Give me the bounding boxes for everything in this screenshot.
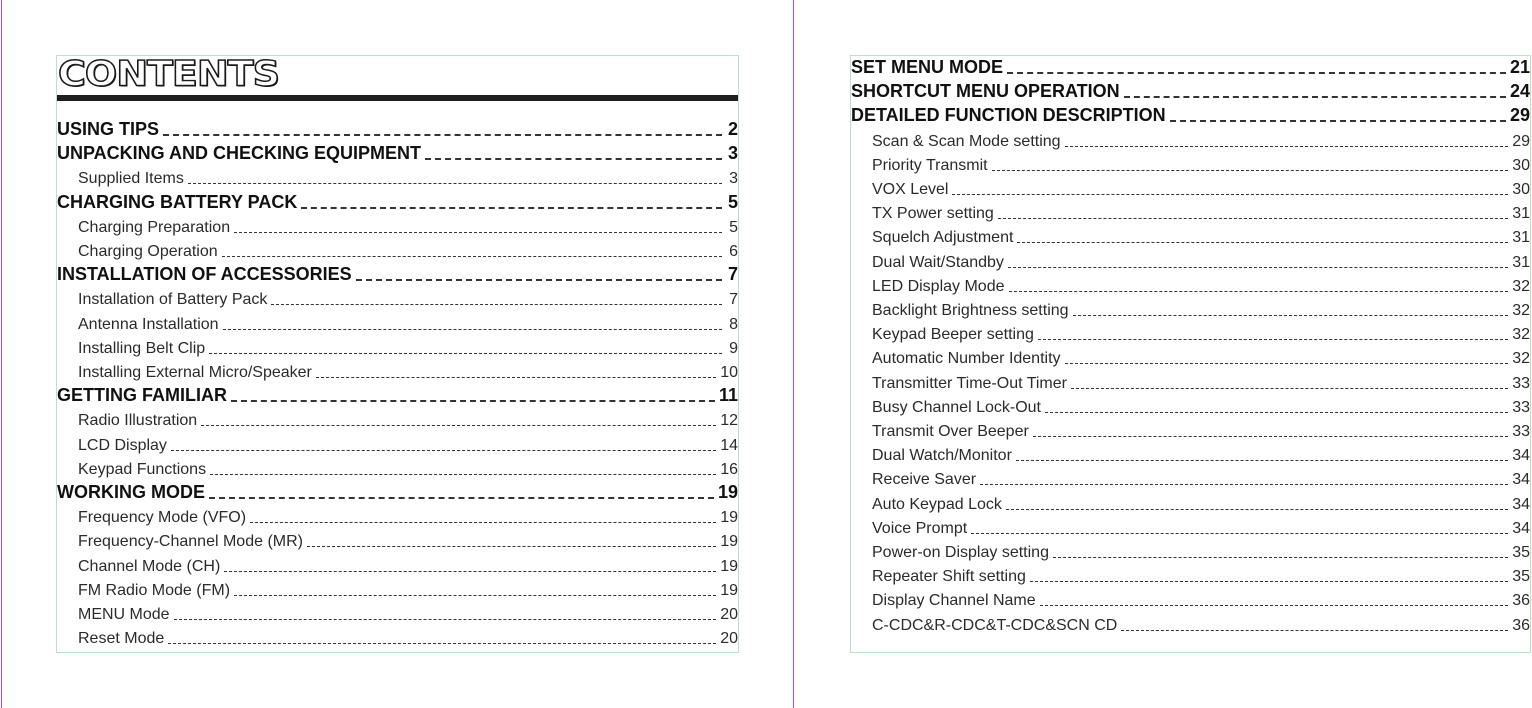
toc-entry-page-number: 24 — [1509, 81, 1530, 102]
toc-entry[interactable] — [851, 248, 1530, 272]
toc-entry-label: Installing Belt Clip — [78, 339, 206, 357]
toc-entry[interactable] — [57, 455, 738, 479]
dotted-leader — [425, 158, 722, 160]
dotted-leader — [1065, 146, 1509, 147]
dotted-leader — [271, 304, 722, 305]
toc-entry-page-number: 12 — [720, 412, 738, 430]
toc-entry-page-number: 36 — [1512, 592, 1530, 610]
toc-entry-label: Voice Prompt — [872, 519, 968, 537]
dotted-leader — [171, 450, 716, 451]
toc-entry[interactable] — [851, 441, 1530, 465]
toc-entry[interactable] — [57, 116, 738, 140]
toc-entry-label: Dual Wait/Standby — [872, 253, 1004, 271]
toc-entry-page-number: 5 — [729, 218, 738, 236]
dotted-leader — [1017, 242, 1508, 243]
toc-entry[interactable] — [851, 344, 1530, 368]
dotted-leader — [1038, 339, 1508, 340]
dotted-leader — [1045, 412, 1508, 413]
dotted-leader — [201, 425, 716, 426]
toc-entry[interactable] — [851, 465, 1530, 489]
toc-entry-label: Keypad Beeper setting — [872, 326, 1034, 344]
toc-entry[interactable] — [57, 237, 738, 261]
toc-entry-page-number: 19 — [720, 509, 738, 527]
toc-entry[interactable] — [851, 538, 1530, 562]
toc-entry-page-number: 35 — [1512, 568, 1530, 586]
dotted-leader — [998, 218, 1508, 219]
dotted-leader — [234, 595, 716, 596]
dotted-leader — [210, 474, 716, 475]
dotted-leader — [301, 207, 722, 209]
toc-entry-page-number: 34 — [1512, 519, 1530, 537]
toc-entry[interactable] — [57, 164, 738, 188]
toc-entry[interactable] — [57, 334, 738, 358]
toc-entry[interactable] — [851, 272, 1530, 296]
toc-entry-label: TX Power setting — [872, 205, 994, 223]
toc-entry-label: Auto Keypad Lock — [872, 495, 1002, 513]
toc-entry-label: WORKING MODE — [57, 482, 205, 502]
toc-entry[interactable] — [851, 296, 1530, 320]
contents-title: CONTENTS — [58, 53, 279, 94]
toc-entry[interactable] — [851, 562, 1530, 586]
left-page — [56, 55, 739, 653]
dotted-leader — [222, 256, 722, 257]
toc-entry-page-number: 6 — [729, 243, 738, 260]
center-trim-line — [793, 0, 794, 708]
toc-entry-label: Priority Transmit — [872, 156, 988, 174]
toc-entry[interactable] — [57, 285, 738, 309]
toc-entry-label: FM Radio Mode (FM) — [78, 581, 231, 599]
toc-entry[interactable] — [851, 102, 1530, 126]
toc-entry-page-number: 34 — [1512, 447, 1530, 465]
toc-entry[interactable] — [57, 431, 738, 455]
toc-entry[interactable] — [57, 213, 738, 237]
toc-entry-label: Installing External Micro/Speaker — [78, 364, 312, 381]
dotted-leader — [250, 522, 716, 523]
toc-entry[interactable] — [57, 576, 738, 600]
toc-entry-label: SHORTCUT MENU OPERATION — [851, 81, 1120, 102]
toc-entry-label: Dual Watch/Monitor — [872, 447, 1012, 465]
toc-entry-label: Repeater Shift setting — [872, 568, 1026, 586]
dotted-leader — [1073, 315, 1509, 316]
dotted-leader — [1006, 509, 1508, 510]
dotted-leader — [952, 194, 1508, 195]
toc-entry-label: Scan & Scan Mode setting — [872, 132, 1061, 150]
toc-entry-label: CHARGING BATTERY PACK — [57, 191, 298, 212]
dotted-leader — [1007, 72, 1506, 74]
toc-entry-page-number: 19 — [720, 533, 738, 551]
dotted-leader — [1008, 267, 1508, 268]
toc-entry-page-number: 10 — [720, 364, 738, 381]
toc-entry-page-number: 7 — [727, 264, 738, 285]
toc-entry-page-number: 29 — [1512, 132, 1530, 150]
toc-entry-page-number: 14 — [720, 436, 738, 454]
toc-entry[interactable] — [57, 310, 738, 334]
toc-entry-label: Reset Mode — [78, 630, 165, 648]
toc-entry-page-number: 33 — [1512, 423, 1530, 440]
toc-entry-page-number: 2 — [727, 119, 738, 139]
dotted-leader — [1071, 388, 1508, 389]
toc-entry-page-number: 34 — [1512, 495, 1530, 513]
toc-entry[interactable] — [851, 223, 1530, 247]
toc-entry-label: Squelch Adjustment — [872, 229, 1014, 247]
toc-entry-page-number: 19 — [720, 557, 738, 575]
toc-entry[interactable] — [851, 417, 1530, 441]
toc-entry-page-number: 19 — [717, 482, 738, 502]
toc-entry-label: Supplied Items — [78, 170, 184, 188]
dotted-leader — [356, 279, 722, 281]
dotted-leader — [307, 546, 716, 547]
toc-entry[interactable] — [851, 78, 1530, 102]
toc-entry-page-number: 34 — [1512, 471, 1530, 489]
toc-entry[interactable] — [851, 611, 1530, 635]
toc-entry-label: Display Channel Name — [872, 592, 1036, 610]
toc-entry[interactable] — [57, 406, 738, 430]
right-page — [850, 55, 1531, 653]
left-trim-line — [1, 0, 2, 708]
toc-entry-page-number: 20 — [720, 630, 738, 648]
toc-entry-page-number: 3 — [729, 170, 738, 188]
dotted-leader — [992, 170, 1509, 171]
dotted-leader — [1121, 630, 1508, 631]
dotted-leader — [1170, 120, 1506, 122]
toc-entry[interactable] — [57, 479, 738, 503]
toc-entry[interactable] — [57, 358, 738, 382]
title-rule — [57, 95, 738, 101]
toc-entry[interactable] — [851, 369, 1530, 393]
dotted-leader — [980, 484, 1508, 485]
toc-entry-label: Radio Illustration — [78, 412, 198, 430]
toc-entry[interactable] — [851, 151, 1530, 175]
dotted-leader — [209, 353, 722, 354]
toc-entry[interactable] — [851, 320, 1530, 344]
dotted-leader — [316, 377, 716, 378]
toc-entry-page-number: 32 — [1512, 350, 1530, 368]
toc-entry-label: Installation of Battery Pack — [78, 291, 268, 309]
toc-entry-page-number: 16 — [720, 460, 738, 478]
dotted-leader — [1040, 605, 1509, 606]
toc-entry-page-number: 7 — [729, 291, 738, 309]
toc-entry-page-number: 31 — [1512, 205, 1530, 223]
toc-entry[interactable] — [57, 527, 738, 551]
toc-entry-page-number: 29 — [1509, 105, 1530, 126]
dotted-leader — [174, 619, 717, 620]
toc-entry-page-number: 32 — [1512, 277, 1530, 295]
toc-entry[interactable] — [57, 382, 738, 406]
dotted-leader — [188, 183, 722, 184]
toc-entry-page-number: 9 — [729, 339, 738, 357]
toc-entry[interactable] — [57, 261, 738, 285]
toc-entry-page-number: 31 — [1512, 229, 1530, 247]
toc-entry-label: Transmitter Time-Out Timer — [872, 374, 1067, 392]
toc-entry-page-number: 11 — [718, 385, 738, 406]
dotted-leader — [1065, 363, 1509, 364]
dotted-leader — [231, 400, 715, 402]
dotted-leader — [971, 533, 1508, 534]
toc-entry-label: UNPACKING AND CHECKING EQUIPMENT — [57, 143, 422, 164]
dotted-leader — [163, 134, 722, 136]
toc-entry-label: C-CDC&R-CDC&T-CDC&SCN CD — [872, 616, 1118, 634]
toc-entry[interactable] — [851, 514, 1530, 538]
dotted-leader — [223, 329, 722, 330]
toc-entry-label: Frequency-Channel Mode (MR) — [78, 533, 303, 551]
toc-entry-label: Power-on Display setting — [872, 544, 1049, 561]
toc-entry-page-number: 19 — [720, 581, 738, 599]
toc-entry-label: Busy Channel Lock-Out — [872, 398, 1041, 416]
toc-entry-label: Backlight Brightness setting — [872, 302, 1069, 319]
toc-entry-page-number: 33 — [1512, 374, 1530, 392]
toc-entry[interactable] — [851, 175, 1530, 199]
toc-entry[interactable] — [57, 552, 738, 576]
toc-entry[interactable] — [851, 199, 1530, 223]
toc-entry-page-number: 31 — [1512, 253, 1530, 271]
dotted-leader — [1033, 436, 1508, 437]
toc-entry-label: Frequency Mode (VFO) — [78, 509, 247, 527]
toc-entry-page-number: 20 — [720, 606, 738, 623]
toc-entry-page-number: 21 — [1509, 57, 1530, 77]
toc-entry-page-number: 8 — [729, 315, 738, 333]
dotted-leader — [168, 643, 716, 644]
toc-entry-label: Antenna Installation — [78, 315, 219, 333]
dotted-leader — [1009, 291, 1509, 292]
toc-entry-label: GETTING FAMILIAR — [57, 385, 227, 406]
toc-entry-label: Keypad Functions — [78, 460, 207, 478]
toc-entry-label: LED Display Mode — [872, 277, 1005, 295]
toc-entry-label: Automatic Number Identity — [872, 350, 1061, 368]
toc-entry-page-number: 32 — [1512, 326, 1530, 344]
toc-entry[interactable] — [57, 189, 738, 213]
toc-entry-label: Charging Preparation — [78, 218, 231, 236]
dotted-leader — [209, 497, 714, 499]
toc-entry-label: SET MENU MODE — [851, 57, 1004, 77]
toc-entry[interactable] — [851, 490, 1530, 514]
toc-entry[interactable] — [57, 600, 738, 624]
toc-entry-label: Transmit Over Beeper — [872, 423, 1029, 440]
dotted-leader — [1030, 581, 1508, 582]
toc-entry-label: VOX Level — [872, 181, 949, 198]
dotted-leader — [224, 571, 716, 572]
dotted-leader — [234, 232, 722, 233]
toc-entry-label: MENU Mode — [78, 606, 170, 623]
toc-entry-label: INSTALLATION OF ACCESSORIES — [57, 264, 352, 285]
toc-entry-page-number: 5 — [727, 191, 738, 212]
toc-entry-label: USING TIPS — [57, 119, 160, 139]
toc-entry-page-number: 35 — [1512, 544, 1530, 561]
toc-entry[interactable] — [57, 503, 738, 527]
toc-entry-label: Channel Mode (CH) — [78, 557, 221, 575]
dotted-leader — [1124, 96, 1506, 98]
toc-entry[interactable] — [57, 140, 738, 164]
toc-entry-label: LCD Display — [78, 436, 167, 454]
toc-entry[interactable] — [851, 393, 1530, 417]
toc-entry-page-number: 3 — [727, 143, 738, 164]
toc-entry[interactable] — [57, 624, 738, 648]
toc-entry-label: Charging Operation — [78, 243, 218, 260]
toc-entry-label: Receive Saver — [872, 471, 977, 489]
dotted-leader — [1053, 557, 1508, 558]
toc-entry-page-number: 32 — [1512, 302, 1530, 319]
toc-entry-page-number: 33 — [1512, 398, 1530, 416]
dotted-leader — [1016, 460, 1508, 461]
toc-entry[interactable] — [851, 586, 1530, 610]
toc-entry-page-number: 36 — [1512, 616, 1530, 634]
toc-entry[interactable] — [851, 127, 1530, 151]
toc-entry-page-number: 30 — [1512, 156, 1530, 174]
toc-entry[interactable] — [851, 54, 1530, 78]
toc-entry-label: DETAILED FUNCTION DESCRIPTION — [851, 105, 1166, 126]
toc-entry-page-number: 30 — [1512, 181, 1530, 198]
